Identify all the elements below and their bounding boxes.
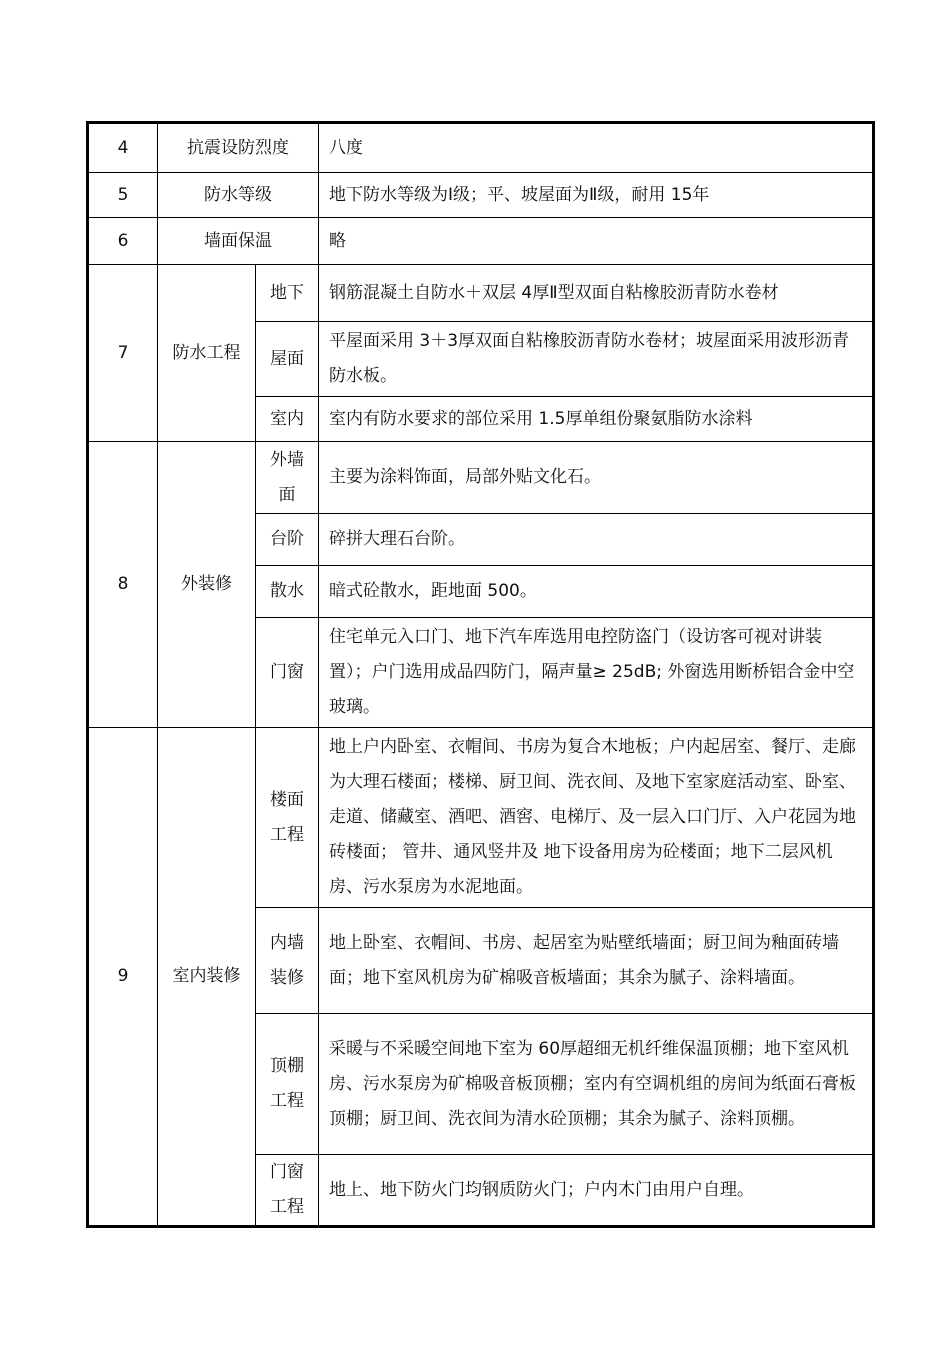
item-description: 住宅单元入口门、地下汽车库选用电控防盗门（设访客可视对讲装置）；户门选用成品四防门，隔声量≥ 25dB; 外窗选用断桥铝合金中空玻璃。: [319, 618, 874, 728]
table-row: [88, 123, 874, 173]
item-description: 地上户内卧室、衣帽间、书房为复合木地板；户内起居室、餐厅、走廊为大理石楼面；楼梯、厨卫间、洗衣间、及地下室家庭活动室、卧室、走道、储藏室、酒吧、酒窖、电梯厅、及一层入口门厅、入户花园为地砖楼面； 管井、通风竖井及 地下设备用房为砼楼面；地下二层风机房、污水泵房为水泥地面。: [319, 728, 874, 908]
table-row: [88, 218, 874, 265]
row-number: 6: [88, 218, 158, 265]
item-description: 主要为涂料饰面，局部外贴文化石。: [319, 442, 874, 514]
item-description: 碎拼大理石台阶。: [319, 514, 874, 566]
item-description: 地上卧室、衣帽间、书房、起居室为贴壁纸墙面；厨卫间为釉面砖墙面；地下室风机房为矿棉吸音板墙面；其余为腻子、涂料墙面。: [319, 908, 874, 1014]
row-number: 5: [88, 173, 158, 218]
item-name: 防水等级: [158, 173, 319, 218]
item-name: 室内装修: [158, 728, 256, 1227]
table-row: [88, 173, 874, 218]
item-description: 略: [319, 218, 874, 265]
item-name: 外装修: [158, 442, 256, 728]
item-description: 平屋面采用 3＋3厚双面自粘橡胶沥青防水卷材；坡屋面采用波形沥青防水板。: [319, 322, 874, 397]
sub-item-label: 楼面 工程: [256, 728, 319, 908]
sub-item-label: 门窗: [256, 618, 319, 728]
spec-table: [86, 121, 875, 1228]
sub-item-label: 内墙 装修: [256, 908, 319, 1014]
sub-item-label: 地下: [256, 265, 319, 322]
item-description: 室内有防水要求的部位采用 1.5厚单组份聚氨脂防水涂料: [319, 397, 874, 442]
item-description: 钢筋混凝土自防水＋双层 4厚Ⅱ型双面自粘橡胶沥青防水卷材: [319, 265, 874, 322]
row-number: 9: [88, 728, 158, 1227]
sub-item-label: 室内: [256, 397, 319, 442]
row-number: 8: [88, 442, 158, 728]
row-number: 7: [88, 265, 158, 442]
sub-item-label: 屋面: [256, 322, 319, 397]
item-name: 防水工程: [158, 265, 256, 442]
sub-item-label: 门窗 工程: [256, 1155, 319, 1227]
item-description: 八度: [319, 123, 874, 173]
item-name: 抗震设防烈度: [158, 123, 319, 173]
sub-item-label: 台阶: [256, 514, 319, 566]
table-row: [88, 442, 874, 514]
sub-item-label: 外墙 面: [256, 442, 319, 514]
sub-item-label: 顶棚 工程: [256, 1014, 319, 1155]
sub-item-label: 散水: [256, 566, 319, 618]
item-description: 暗式砼散水，距地面 500。: [319, 566, 874, 618]
table-row: [88, 265, 874, 322]
item-description: 地上、地下防火门均钢质防火门；户内木门由用户自理。: [319, 1155, 874, 1227]
item-description: 采暖与不采暖空间地下室为 60厚超细无机纤维保温顶棚；地下室风机房、污水泵房为矿棉吸音板顶棚；室内有空调机组的房间为纸面石膏板顶棚；厨卫间、洗衣间为清水砼顶棚；其余为腻子、涂料顶棚。: [319, 1014, 874, 1155]
item-description: 地下防水等级为Ⅰ级；平、坡屋面为Ⅱ级，耐用 15年: [319, 173, 874, 218]
item-name: 墙面保温: [158, 218, 319, 265]
table-row: [88, 728, 874, 908]
row-number: 4: [88, 123, 158, 173]
